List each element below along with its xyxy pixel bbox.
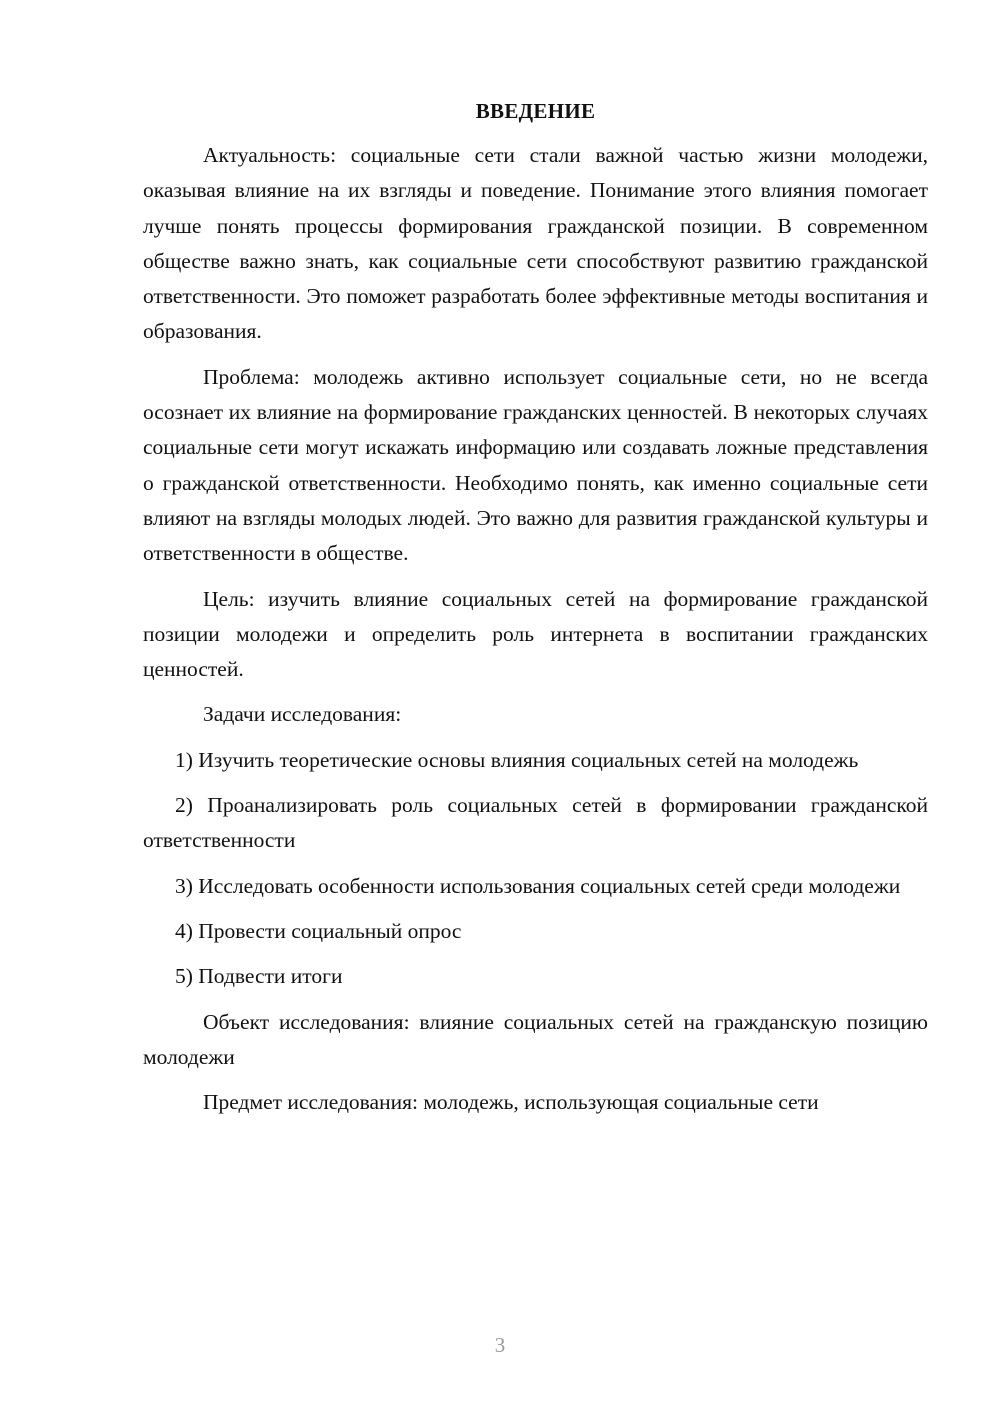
paragraph-relevance: Актуальность: социальные сети стали важной частью жизни молодежи, оказывая влияние на их взгляды и поведение. Понимание этого влияния помогает лучше понять процессы формирования гражданской позиции. В современном обществе важно знать, как социальные сети способствуют развитию гражданской ответственности. Это поможет разработать более эффективные методы воспитания и образования.	[143, 143, 928, 344]
paragraph-problem: Проблема: молодежь активно использует социальные сети, но не всегда осознает их влияние на формирование гражданских ценностей. В некоторых случаях социальные сети могут искажать информацию или создавать ложные представления о гражданской ответственности. Необходимо понять, как именно социальные сети влияют на взгляды молодых людей. Это важно для развития гражданской культуры и ответственности в обществе.	[143, 364, 928, 566]
paragraph-object: Объект исследования: влияние социальных сетей на гражданскую позицию молодежи	[143, 1009, 928, 1069]
task-item-3: 3) Исследовать особенности использования социальных сетей среди молодежи	[175, 873, 901, 898]
paragraph-tasks-intro: Задачи исследования:	[203, 702, 402, 727]
paragraph-goal: Цель: изучить влияние социальных сетей на формирование гражданской позиции молодежи и определить роль интернета в воспитании гражданских ценностей.	[143, 586, 928, 682]
page-number: 3	[494, 1333, 506, 1357]
task-item-5: 5) Подвести итоги	[175, 964, 343, 989]
task-item-2: 2) Проанализировать роль социальных сетей в формировании гражданской ответственности	[143, 793, 928, 853]
task-item-1: 1) Изучить теоретические основы влияния социальных сетей на молодежь	[175, 747, 859, 772]
document-body	[143, 96, 928, 1130]
section-heading: ВВЕДЕНИЕ	[475, 99, 596, 123]
paragraph-subject: Предмет исследования: молодежь, использующая социальные сети	[203, 1090, 819, 1115]
task-item-4: 4) Провести социальный опрос	[175, 918, 462, 943]
